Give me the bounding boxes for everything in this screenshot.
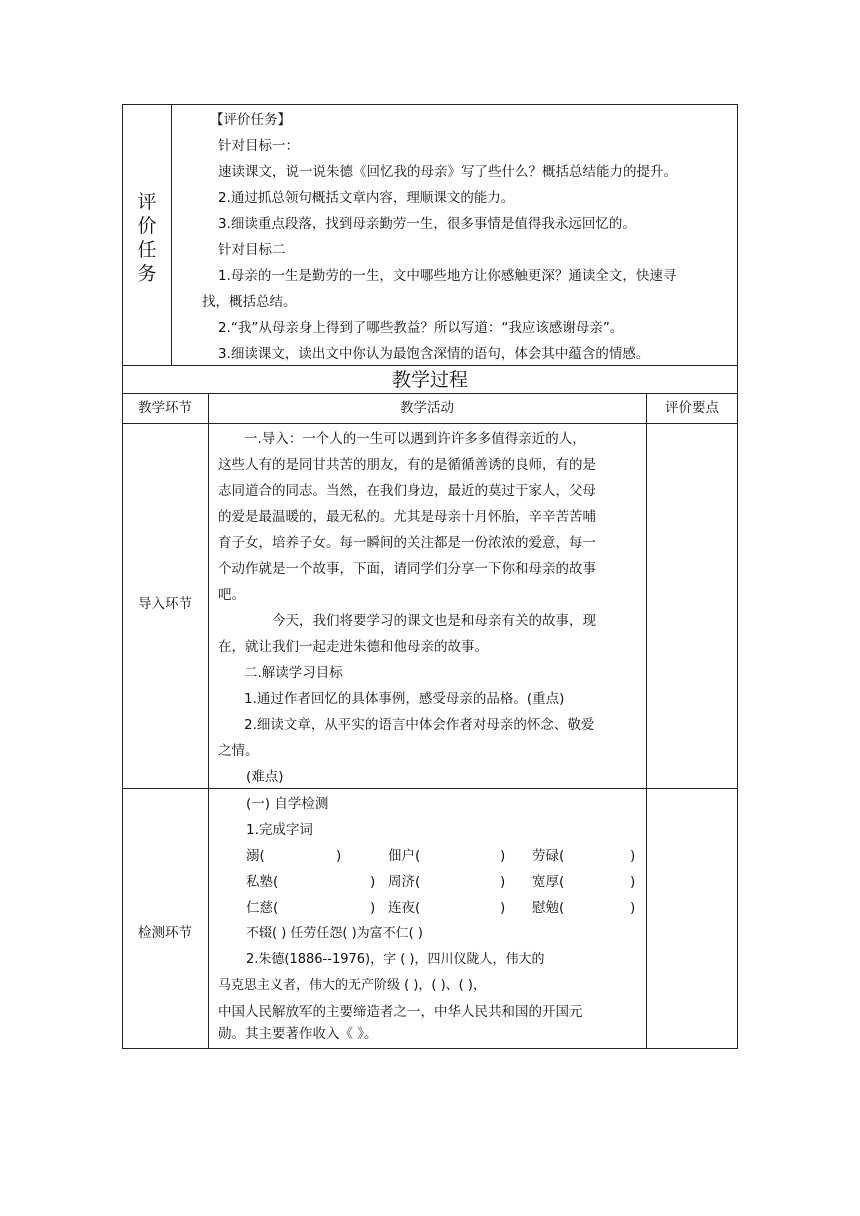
vocab-word: 周济(: [388, 874, 421, 890]
vocab-blank: ): [370, 900, 376, 916]
vline: [208, 393, 209, 1049]
check-sub: 1.完成字词: [246, 822, 313, 838]
eval-line: 1.母亲的一生是勤劳的一生，文中哪些地方让你感触更深？通读全文，快速寻: [218, 268, 677, 284]
intro-line: (难点): [246, 769, 284, 785]
side-char: 务: [137, 263, 157, 285]
vocab-word: 慰勉(: [532, 900, 565, 916]
vocab-blank: ): [630, 900, 636, 916]
eval-line: 找，概括总结。: [202, 294, 297, 310]
vocab-blank: ): [500, 900, 506, 916]
vocab-blank: ): [500, 848, 506, 864]
q2-line: 勋。其主要著作收入《 》。: [218, 1026, 378, 1042]
eval-line: 2.“我”从母亲身上得到了哪些教益？所以写道：“我应该感谢母亲”。: [218, 320, 624, 336]
eval-line: 3.细读重点段落，找到母亲勤劳一生，很多事情是值得我永远回忆的。: [218, 216, 636, 232]
q2-line: 马克思主义者，伟大的无产阶级 ( )，( )、( )，: [218, 978, 486, 993]
intro-line: 一.导入：一个人的一生可以遇到许许多多值得亲近的人，: [244, 431, 586, 447]
q2-line: 2.朱德(1886--1976)，字 ( )，四川仪陇人，伟大的: [246, 952, 545, 967]
vocab-word: 溺(: [246, 848, 265, 864]
vocab-word: 仁慈(: [246, 900, 279, 916]
side-char: 价: [137, 215, 157, 237]
vocab-blank: ): [336, 848, 342, 864]
eval-divider: [171, 104, 172, 366]
eval-line: 【评价任务】: [210, 112, 291, 128]
eval-line: 速读课文，说一说朱德《回忆我的母亲》写了些什么？概括总结能力的提升。: [218, 164, 677, 180]
eval-line: 2.通过抓总领句概括文章内容，理顺课文的能力。: [218, 190, 515, 206]
vocab-blank: ): [500, 874, 506, 890]
check-heading: (一) 自学检测: [246, 796, 329, 812]
eval-line: 针对目标二: [218, 242, 286, 258]
vocab-word: 连夜(: [388, 900, 421, 916]
eval-line: 针对目标一：: [218, 138, 299, 154]
intro-line: 在，就让我们一起走进朱德和他母亲的故事。: [218, 639, 488, 655]
intro-line: 这些人有的是同甘共苦的朋友，有的是循循善诱的良师，有的是: [218, 457, 596, 473]
intro-line: 吧。: [218, 587, 245, 603]
vocab-blank: ): [630, 874, 636, 890]
vocab-last-line: 不辍( ) 任劳任怨( )为富不仁( ): [246, 926, 423, 941]
vocab-blank: ): [630, 848, 636, 864]
header-stage: 教学环节: [138, 400, 192, 416]
vocab-word: 私塾(: [246, 874, 279, 890]
vocab-word: 劳碌(: [532, 848, 565, 864]
vline: [646, 393, 647, 1049]
check-label: 检测环节: [138, 925, 192, 941]
intro-line: 个动作就是一个故事，下面，请同学们分享一下你和母亲的故事: [218, 561, 596, 577]
intro-line: 二.解读学习目标: [244, 665, 343, 681]
q2-line: 中国人民解放军的主要缔造者之一，中华人民共和国的开国元: [218, 1004, 583, 1020]
vocab-word: 佃户(: [388, 848, 421, 864]
intro-line: 育子女，培养子女。每一瞬间的关注都是一份浓浓的爱意，每一: [218, 535, 596, 551]
vocab-word: 宽厚(: [532, 874, 565, 890]
intro-line: 志同道合的同志。当然，在我们身边，最近的莫过于家人，父母: [218, 483, 596, 499]
intro-line: 的爱是最温暖的，最无私的。尤其是母亲十月怀胎，辛辛苦苦哺: [218, 509, 596, 525]
vocab-blank: ): [370, 874, 376, 890]
intro-line: 之情。: [218, 743, 259, 759]
side-char: 评: [137, 191, 157, 213]
intro-line: 1.通过作者回忆的具体事例，感受母亲的品格。(重点): [244, 691, 565, 707]
process-title: 教学过程: [391, 369, 468, 391]
header-eval: 评价要点: [665, 400, 719, 416]
side-char: 任: [137, 239, 157, 261]
header-activity: 教学活动: [400, 400, 454, 416]
intro-line: 2.细读文章，从平实的语言中体会作者对母亲的怀念、敬爱: [244, 717, 595, 733]
intro-label: 导入环节: [138, 596, 192, 612]
eval-line: 3.细读课文，读出文中你认为最饱含深情的语句，体会其中蕴含的情感。: [218, 346, 650, 362]
intro-line: 今天，我们将要学习的课文也是和母亲有关的故事，现: [272, 613, 596, 629]
